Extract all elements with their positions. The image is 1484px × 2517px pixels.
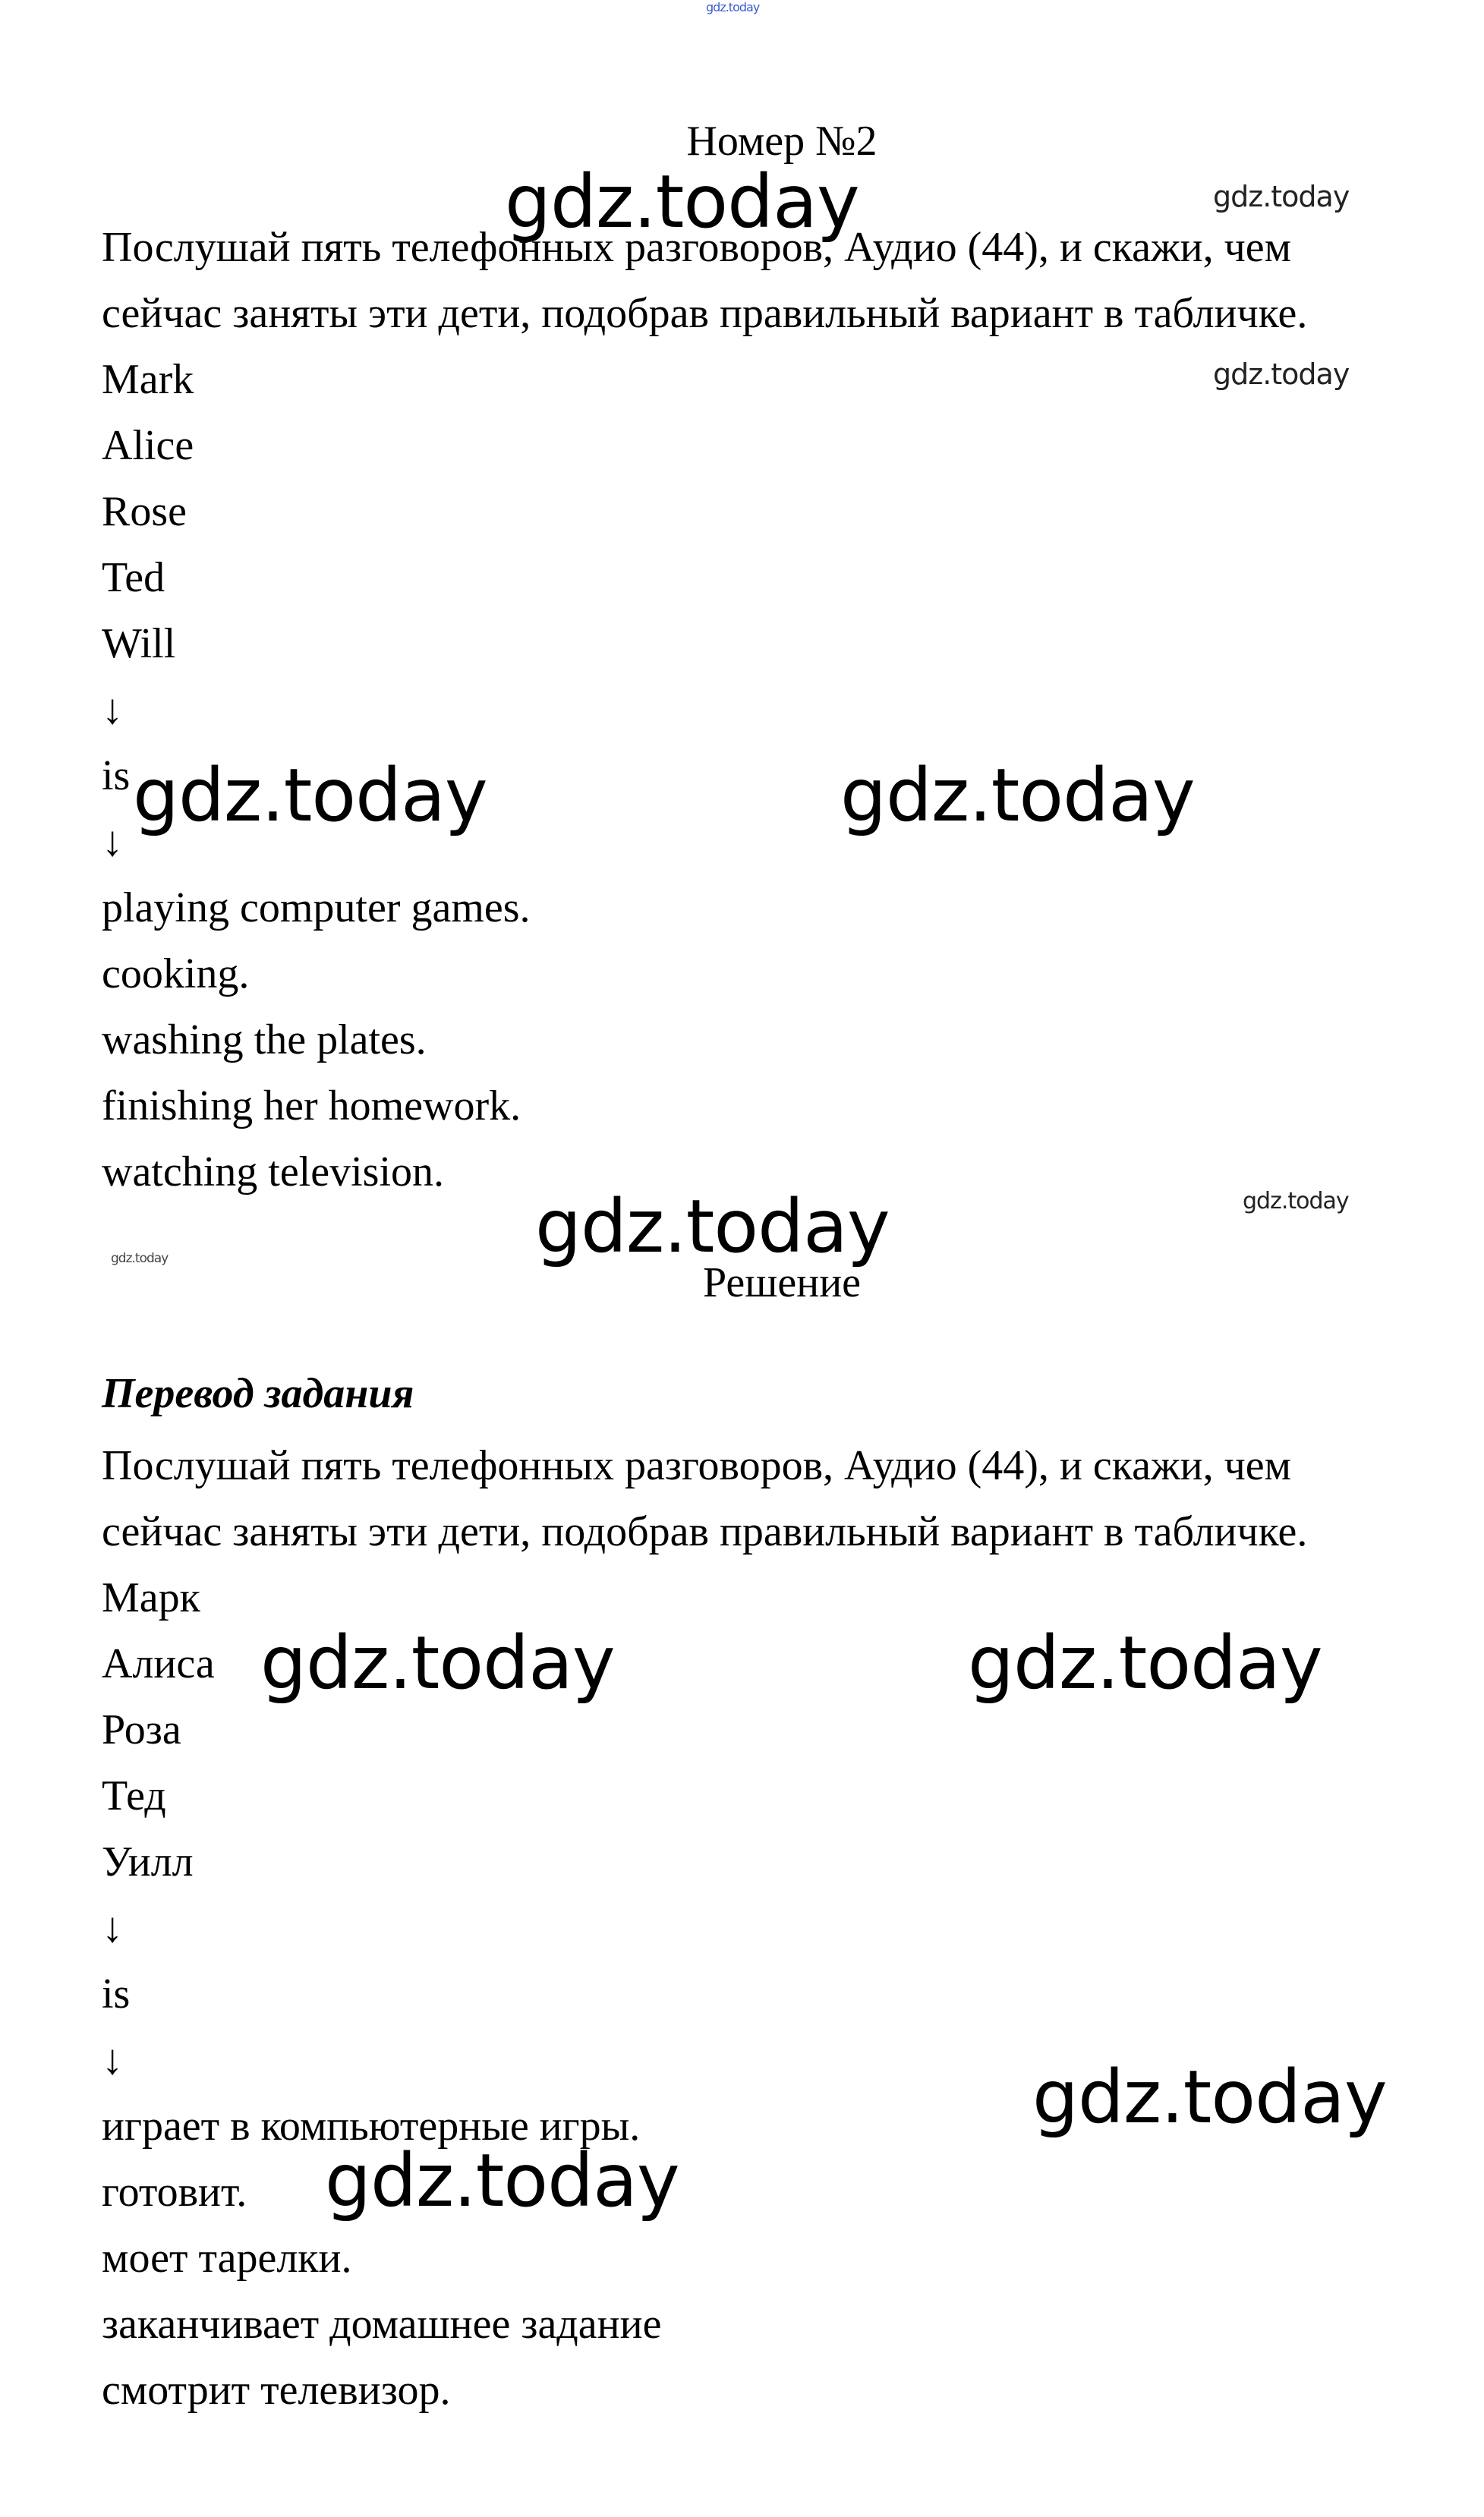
verb: is (102, 1970, 131, 2018)
activity-item: cooking. (102, 950, 250, 997)
name-item: Алиса (102, 1640, 215, 1687)
name-item: Роза (102, 1706, 181, 1753)
task-title: Номер №2 (686, 118, 877, 165)
watermark: gdz.today (325, 2138, 679, 2223)
watermark: gdz.today (260, 1621, 615, 1706)
activity-item: заканчивает домашнее задание (102, 2301, 662, 2348)
activity-item: watching television. (102, 1148, 445, 1195)
watermark: gdz.today (1213, 180, 1350, 213)
task-instruction-line-2: сейчас заняты эти дети, подобрав правильный вариант в табличке. (102, 290, 1308, 337)
watermark: gdz.today (535, 1184, 890, 1269)
watermark: gdz.today (133, 753, 487, 838)
activity-item: finishing her homework. (102, 1082, 521, 1129)
name-item: Will (102, 620, 176, 667)
name-item: Ted (102, 554, 165, 601)
name-item: Тед (102, 1772, 166, 1819)
watermark: gdz.today (1032, 2055, 1387, 2140)
watermark-top: gdz.today (706, 0, 760, 14)
watermark: gdz.today (1243, 1188, 1349, 1214)
name-item: Уилл (102, 1838, 194, 1885)
solution-title: Решение (702, 1259, 862, 1306)
down-arrow: ↓ (102, 686, 123, 733)
down-arrow: ↓ (102, 818, 123, 865)
task-instruction-line-1: Послушай пять телефонных разговоров, Аудио (44), и скажи, чем (102, 224, 1292, 271)
activity-item: смотрит телевизор. (102, 2367, 451, 2414)
solution-instruction-line-1: Послушай пять телефонных разговоров, Аудио (44), и скажи, чем (102, 1442, 1292, 1489)
activity-item: washing the plates. (102, 1016, 427, 1063)
activity-item: моет тарелки. (102, 2235, 352, 2282)
down-arrow: ↓ (102, 2037, 123, 2084)
name-item: Mark (102, 356, 194, 403)
solution-instruction-line-2: сейчас заняты эти дети, подобрав правильный вариант в табличке. (102, 1508, 1308, 1555)
activity-item: играет в компьютерные игры. (102, 2103, 641, 2150)
watermark: gdz.today (1213, 358, 1350, 391)
watermark: gdz.today (111, 1251, 169, 1266)
name-item: Alice (102, 422, 194, 469)
watermark: gdz.today (968, 1621, 1322, 1706)
verb: is (102, 752, 131, 799)
watermark: gdz.today (505, 159, 859, 244)
name-item: Rose (102, 488, 187, 535)
activity-item: готовит. (102, 2169, 247, 2216)
down-arrow: ↓ (102, 1904, 123, 1952)
translation-heading: Перевод задания (102, 1370, 414, 1417)
name-item: Марк (102, 1574, 200, 1621)
watermark: gdz.today (840, 753, 1195, 838)
activity-item: playing computer games. (102, 884, 531, 931)
